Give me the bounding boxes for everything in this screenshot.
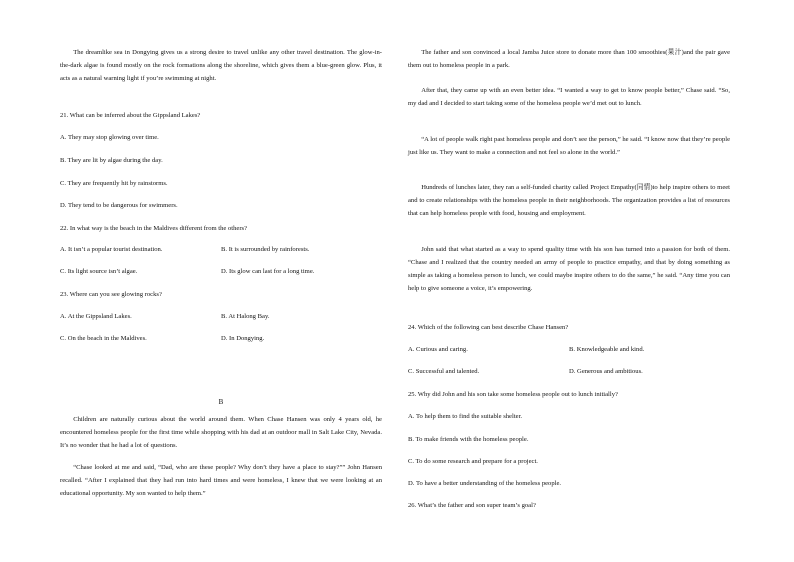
options-24-row-2 bbox=[408, 365, 730, 378]
option-22-a: A. It isn’t a popular tourist destination. bbox=[60, 246, 163, 253]
option-21-d: D. They tend to be dangerous for swimmers. bbox=[60, 202, 178, 209]
option-24-c: C. Successful and talented. bbox=[408, 368, 480, 375]
option-23-c: C. On the beach in the Maldives. bbox=[60, 335, 147, 342]
option-22-d: D. Its glow can last for a long time. bbox=[221, 268, 315, 275]
option-25-d: D. To have a better understanding of the homeless people. bbox=[408, 480, 562, 487]
options-22-row-1 bbox=[60, 243, 382, 256]
option-24-b: B. Knowledgeable and kind. bbox=[569, 346, 645, 353]
question-26: 26. What’s the father and son super team’s goal? bbox=[408, 502, 536, 509]
option-23-a: A. At the Gippsland Lakes. bbox=[60, 313, 132, 320]
options-22-row-2 bbox=[60, 265, 382, 278]
options-24-row-1 bbox=[408, 343, 730, 356]
option-24-a: A. Curious and caring. bbox=[408, 346, 468, 353]
paragraph-chase-looked: “Chase looked at me and said, “Dad, who are these people? Why don’t they have a place to stay?”” John Hansen recalled. “After I explained that they had run into hard times and were homeless, I knew that we were looking at an educational opportunity. My son wanted to help them.” bbox=[60, 464, 382, 497]
option-25-b: B. To make friends with the homeless people. bbox=[408, 436, 529, 443]
option-21-a: A. They may stop glowing over time. bbox=[60, 134, 159, 141]
section-b-heading: B bbox=[218, 398, 224, 406]
question-21: 21. What can be inferred about the Gippsland Lakes? bbox=[60, 112, 201, 119]
paragraph-smoothies: The father and son convinced a local Jamba Juice store to donate more than 100 smoothies(果汁)and the pair gave them out to homeless people in a park. bbox=[408, 49, 730, 69]
paragraph-children-curious: Children are naturally curious about the world around them. When Chase Hansen was only 4 years old, he encountered homeless people for the first time while shopping with his dad at an outdoor mall in Salt Lake City, Nevada. It’s no wonder that he had a lot of questions. bbox=[60, 416, 382, 449]
option-25-c: C. To do some research and prepare for a project. bbox=[408, 458, 538, 465]
option-22-b: B. It is surrounded by rainforests. bbox=[221, 246, 310, 253]
paragraph-project-empathy: Hundreds of lunches later, they ran a self-funded charity called Project Empathy(同情)to help inspire others to meet and to create relationships with the homeless people in their neighborhoods. The organization provides a list of resources that can help homeless people with food, housing and employment. bbox=[408, 184, 730, 217]
paragraph-better-idea: After that, they came up with an even better idea. “I wanted a way to get to know people better,” Chase said. “So, my dad and I decided to start taking some of the homeless people we’d met out to lunch. bbox=[408, 87, 730, 107]
options-23-row-1 bbox=[60, 310, 382, 323]
question-25: 25. Why did John and his son take some homeless people out to lunch initially? bbox=[408, 391, 618, 398]
question-22: 22. In what way is the beach in the Maldives different from the others? bbox=[60, 225, 248, 232]
paragraph-walk-past: “A lot of people walk right past homeless people and don’t see the person,” he said. “I know now that they’re people just like us. They want to make a connection and not feel so alone in the world.” bbox=[408, 136, 730, 156]
question-24: 24. Which of the following can best describe Chase Hansen? bbox=[408, 324, 569, 331]
option-22-c: C. Its light source isn’t algae. bbox=[60, 268, 138, 275]
question-23: 23. Where can you see glowing rocks? bbox=[60, 291, 162, 298]
paragraph-quality-time: John said that what started as a way to spend quality time with his son has turned into a passion for both of them. “Chase and I realized that the country needed an army of people to practice empathy, and that by doing something as simple as taking a homeless person to lunch, we could maybe inspire others to do the same,” he said. “Any time you can help to give someone a voice, it’s empowering. bbox=[408, 246, 730, 292]
option-24-d: D. Generous and ambitious. bbox=[569, 368, 643, 375]
option-23-b: B. At Halong Bay. bbox=[221, 313, 270, 320]
options-23-row-2 bbox=[60, 332, 382, 345]
option-25-a: A. To help them to find the suitable shelter. bbox=[408, 413, 523, 420]
option-21-c: C. They are frequently hit by rainstorms. bbox=[60, 180, 168, 187]
option-23-d: D. In Dongying. bbox=[221, 335, 265, 342]
paragraph-dongying: The dreamlike sea in Dongying gives us a strong desire to travel unlike any other travel destination. The glow-in-the-dark algae is found mostly on the rock formations along the shoreline, which gives them a blue-green glow. Plus, it acts as a natural warning light if you’re swimming at night. bbox=[60, 49, 382, 82]
option-21-b: B. They are lit by algae during the day. bbox=[60, 157, 163, 164]
